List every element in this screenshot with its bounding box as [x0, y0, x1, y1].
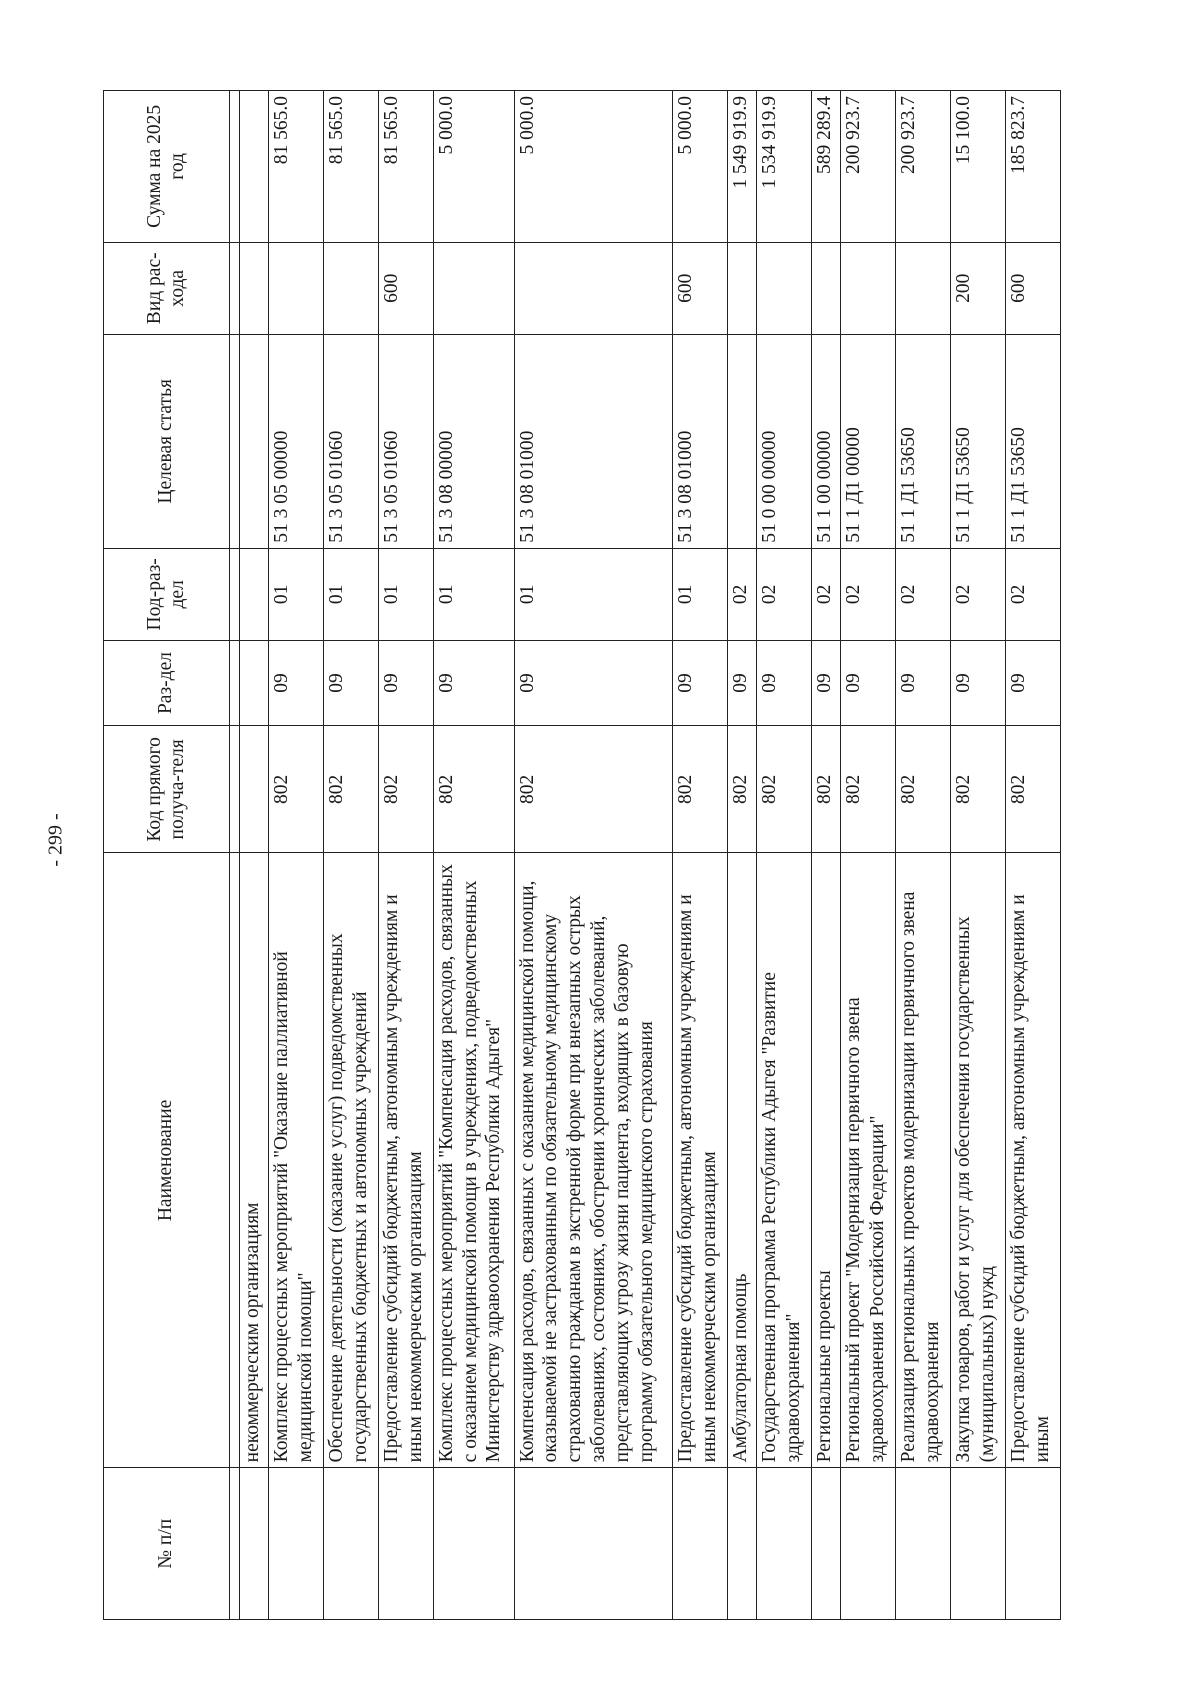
cell-amount: 5 000.0 [673, 91, 728, 243]
cell-recipient: 802 [1005, 726, 1060, 853]
cell-num [514, 1468, 672, 1620]
cell-num [433, 1468, 514, 1620]
separator-cell [230, 853, 240, 1468]
cell-name: Предоставление субсидий бюджетным, автономным учреждениям и иным некоммерческим организациям [378, 853, 433, 1468]
cell-section: 09 [757, 640, 812, 725]
cell-section: 09 [811, 640, 840, 725]
cell-name: Комплекс процессных мероприятий "Оказание паллиативной медицинской помощи" [269, 853, 324, 1468]
cell-subsection: 02 [950, 548, 1005, 640]
cell-target: 51 3 05 01060 [378, 334, 433, 548]
cell-amount: 185 823.7 [1005, 91, 1060, 243]
cell-name: некоммерческим организациям [240, 853, 269, 1468]
cell-amount: 81 565.0 [378, 91, 433, 243]
cell-recipient: 802 [950, 726, 1005, 853]
cell-recipient [240, 726, 269, 853]
cell-expense: 600 [673, 242, 728, 334]
cell-section: 09 [378, 640, 433, 725]
cell-name: Государственная программа Республики Адыгея "Развитие здравоохранения" [757, 853, 812, 1468]
cell-expense [240, 242, 269, 334]
cell-target: 51 1 00 00000 [811, 334, 840, 548]
cell-subsection: 01 [324, 548, 379, 640]
cell-section: 09 [269, 640, 324, 725]
cell-target: 51 0 00 00000 [757, 334, 812, 548]
cell-name: Предоставление субсидий бюджетным, автономным учреждениям и иным [1005, 853, 1060, 1468]
col-header-name: Наименование [104, 853, 230, 1468]
cell-section: 09 [433, 640, 514, 725]
cell-name: Обеспечение деятельности (оказание услуг) подведомственных государственных бюджетных и автономных учреждений [324, 853, 379, 1468]
cell-expense [324, 242, 379, 334]
cell-subsection: 02 [841, 548, 896, 640]
cell-target [240, 334, 269, 548]
separator-cell [230, 548, 240, 640]
cell-subsection: 02 [896, 548, 951, 640]
separator-cell [230, 726, 240, 853]
cell-num [1005, 1468, 1060, 1620]
cell-recipient: 802 [673, 726, 728, 853]
cell-recipient: 802 [757, 726, 812, 853]
cell-target: 51 3 08 01000 [673, 334, 728, 548]
cell-recipient: 802 [896, 726, 951, 853]
cell-target [727, 334, 756, 548]
cell-expense: 600 [1005, 242, 1060, 334]
table-row [240, 91, 269, 1620]
cell-amount: 589 289.4 [811, 91, 840, 243]
separator-cell [230, 1468, 240, 1620]
cell-subsection: 01 [378, 548, 433, 640]
cell-section [240, 640, 269, 725]
cell-recipient: 802 [269, 726, 324, 853]
cell-expense [269, 242, 324, 334]
col-header-num: № п/п [104, 1468, 230, 1620]
cell-target: 51 1 Д1 53650 [1005, 334, 1060, 548]
cell-name: Реализация региональных проектов модернизации первичного звена здравоохранения [896, 853, 951, 1468]
cell-expense [757, 242, 812, 334]
col-header-section: Раз-дел [104, 640, 230, 725]
table-row [896, 91, 951, 1620]
cell-subsection: 01 [514, 548, 672, 640]
cell-section: 09 [950, 640, 1005, 725]
cell-subsection: 02 [811, 548, 840, 640]
cell-section: 09 [896, 640, 951, 725]
cell-subsection: 01 [269, 548, 324, 640]
cell-name: Компенсация расходов, связанных с оказанием медицинской помощи, оказываемой не застрахованным по обязательному медицинскому страхованию гражданам в экстренной форме при внезапных острых заболеваниях, состояниях, обострении хронических заболеваний, представляющих угрозу жизни пациента, входящих в базовую программу обязательного медицинского страхования [514, 853, 672, 1468]
cell-num [727, 1468, 756, 1620]
cell-num [269, 1468, 324, 1620]
cell-expense [433, 242, 514, 334]
table-row [757, 91, 812, 1620]
cell-num [811, 1468, 840, 1620]
separator-cell [230, 640, 240, 725]
cell-amount: 200 923.7 [896, 91, 951, 243]
table-row [727, 91, 756, 1620]
cell-num [324, 1468, 379, 1620]
cell-section: 09 [841, 640, 896, 725]
cell-num [240, 1468, 269, 1620]
cell-target: 51 3 05 00000 [269, 334, 324, 548]
col-header-expense: Вид рас-хода [104, 242, 230, 334]
col-header-amount: Сумма на 2025 год [104, 91, 230, 243]
col-header-recipient: Код прямого получа-теля [104, 726, 230, 853]
col-header-subsection: Под-раз-дел [104, 548, 230, 640]
cell-amount: 5 000.0 [514, 91, 672, 243]
cell-amount: 200 923.7 [841, 91, 896, 243]
separator-cell [230, 242, 240, 334]
cell-section: 09 [673, 640, 728, 725]
cell-name: Амбулаторная помощь [727, 853, 756, 1468]
cell-subsection [240, 548, 269, 640]
table-row [378, 91, 433, 1620]
cell-section: 09 [1005, 640, 1060, 725]
cell-num [841, 1468, 896, 1620]
cell-target: 51 3 08 00000 [433, 334, 514, 548]
table-row [841, 91, 896, 1620]
cell-amount: 81 565.0 [324, 91, 379, 243]
cell-name: Закупка товаров, работ и услуг для обеспечения государственных (муниципальных) нужд [950, 853, 1005, 1468]
table-row [433, 91, 514, 1620]
cell-expense [514, 242, 672, 334]
cell-expense: 200 [950, 242, 1005, 334]
cell-section: 09 [514, 640, 672, 725]
cell-recipient: 802 [841, 726, 896, 853]
cell-section: 09 [727, 640, 756, 725]
cell-num [950, 1468, 1005, 1620]
budget-table-rotated [103, 90, 1061, 1620]
cell-num [378, 1468, 433, 1620]
table-row [811, 91, 840, 1620]
table-row [673, 91, 728, 1620]
cell-recipient: 802 [324, 726, 379, 853]
table-row [514, 91, 672, 1620]
budget-table [103, 90, 1061, 1620]
cell-amount [240, 91, 269, 243]
cell-subsection: 02 [1005, 548, 1060, 640]
cell-expense [811, 242, 840, 334]
cell-recipient: 802 [514, 726, 672, 853]
cell-num [673, 1468, 728, 1620]
cell-subsection: 02 [757, 548, 812, 640]
cell-expense [896, 242, 951, 334]
cell-name: Региональные проекты [811, 853, 840, 1468]
cell-num [757, 1468, 812, 1620]
table-row [1005, 91, 1060, 1620]
cell-name: Региональный проект "Модернизация первичного звена здравоохранения Российской Федерации" [841, 853, 896, 1468]
cell-expense [841, 242, 896, 334]
cell-amount: 5 000.0 [433, 91, 514, 243]
cell-expense: 600 [378, 242, 433, 334]
table-row [950, 91, 1005, 1620]
cell-subsection: 01 [433, 548, 514, 640]
cell-amount: 1 534 919.9 [757, 91, 812, 243]
col-header-target: Целевая статья [104, 334, 230, 548]
cell-target: 51 3 08 01000 [514, 334, 672, 548]
cell-name: Предоставление субсидий бюджетным, автономным учреждениям и иным некоммерческим организациям [673, 853, 728, 1468]
cell-recipient: 802 [727, 726, 756, 853]
cell-expense [727, 242, 756, 334]
cell-section: 09 [324, 640, 379, 725]
cell-name: Комплекс процессных мероприятий "Компенсация расходов, связанных с оказанием медицинской помощи в учреждениях, подведомственных Министерству здравоохранения Республики Адыгея" [433, 853, 514, 1468]
cell-target: 51 1 Д1 53650 [950, 334, 1005, 548]
cell-recipient: 802 [378, 726, 433, 853]
separator-cell [230, 334, 240, 548]
page-number: - 299 - [44, 813, 67, 867]
cell-num [896, 1468, 951, 1620]
separator-cell [230, 91, 240, 243]
cell-subsection: 01 [673, 548, 728, 640]
cell-recipient: 802 [433, 726, 514, 853]
cell-amount: 81 565.0 [269, 91, 324, 243]
cell-amount: 15 100.0 [950, 91, 1005, 243]
cell-subsection: 02 [727, 548, 756, 640]
separator-row [230, 91, 240, 1620]
cell-target: 51 3 05 01060 [324, 334, 379, 548]
table-row [269, 91, 324, 1620]
cell-amount: 1 549 919.9 [727, 91, 756, 243]
table-row [324, 91, 379, 1620]
cell-recipient: 802 [811, 726, 840, 853]
cell-target: 51 1 Д1 53650 [896, 334, 951, 548]
header-row [104, 91, 230, 1620]
cell-target: 51 1 Д1 00000 [841, 334, 896, 548]
